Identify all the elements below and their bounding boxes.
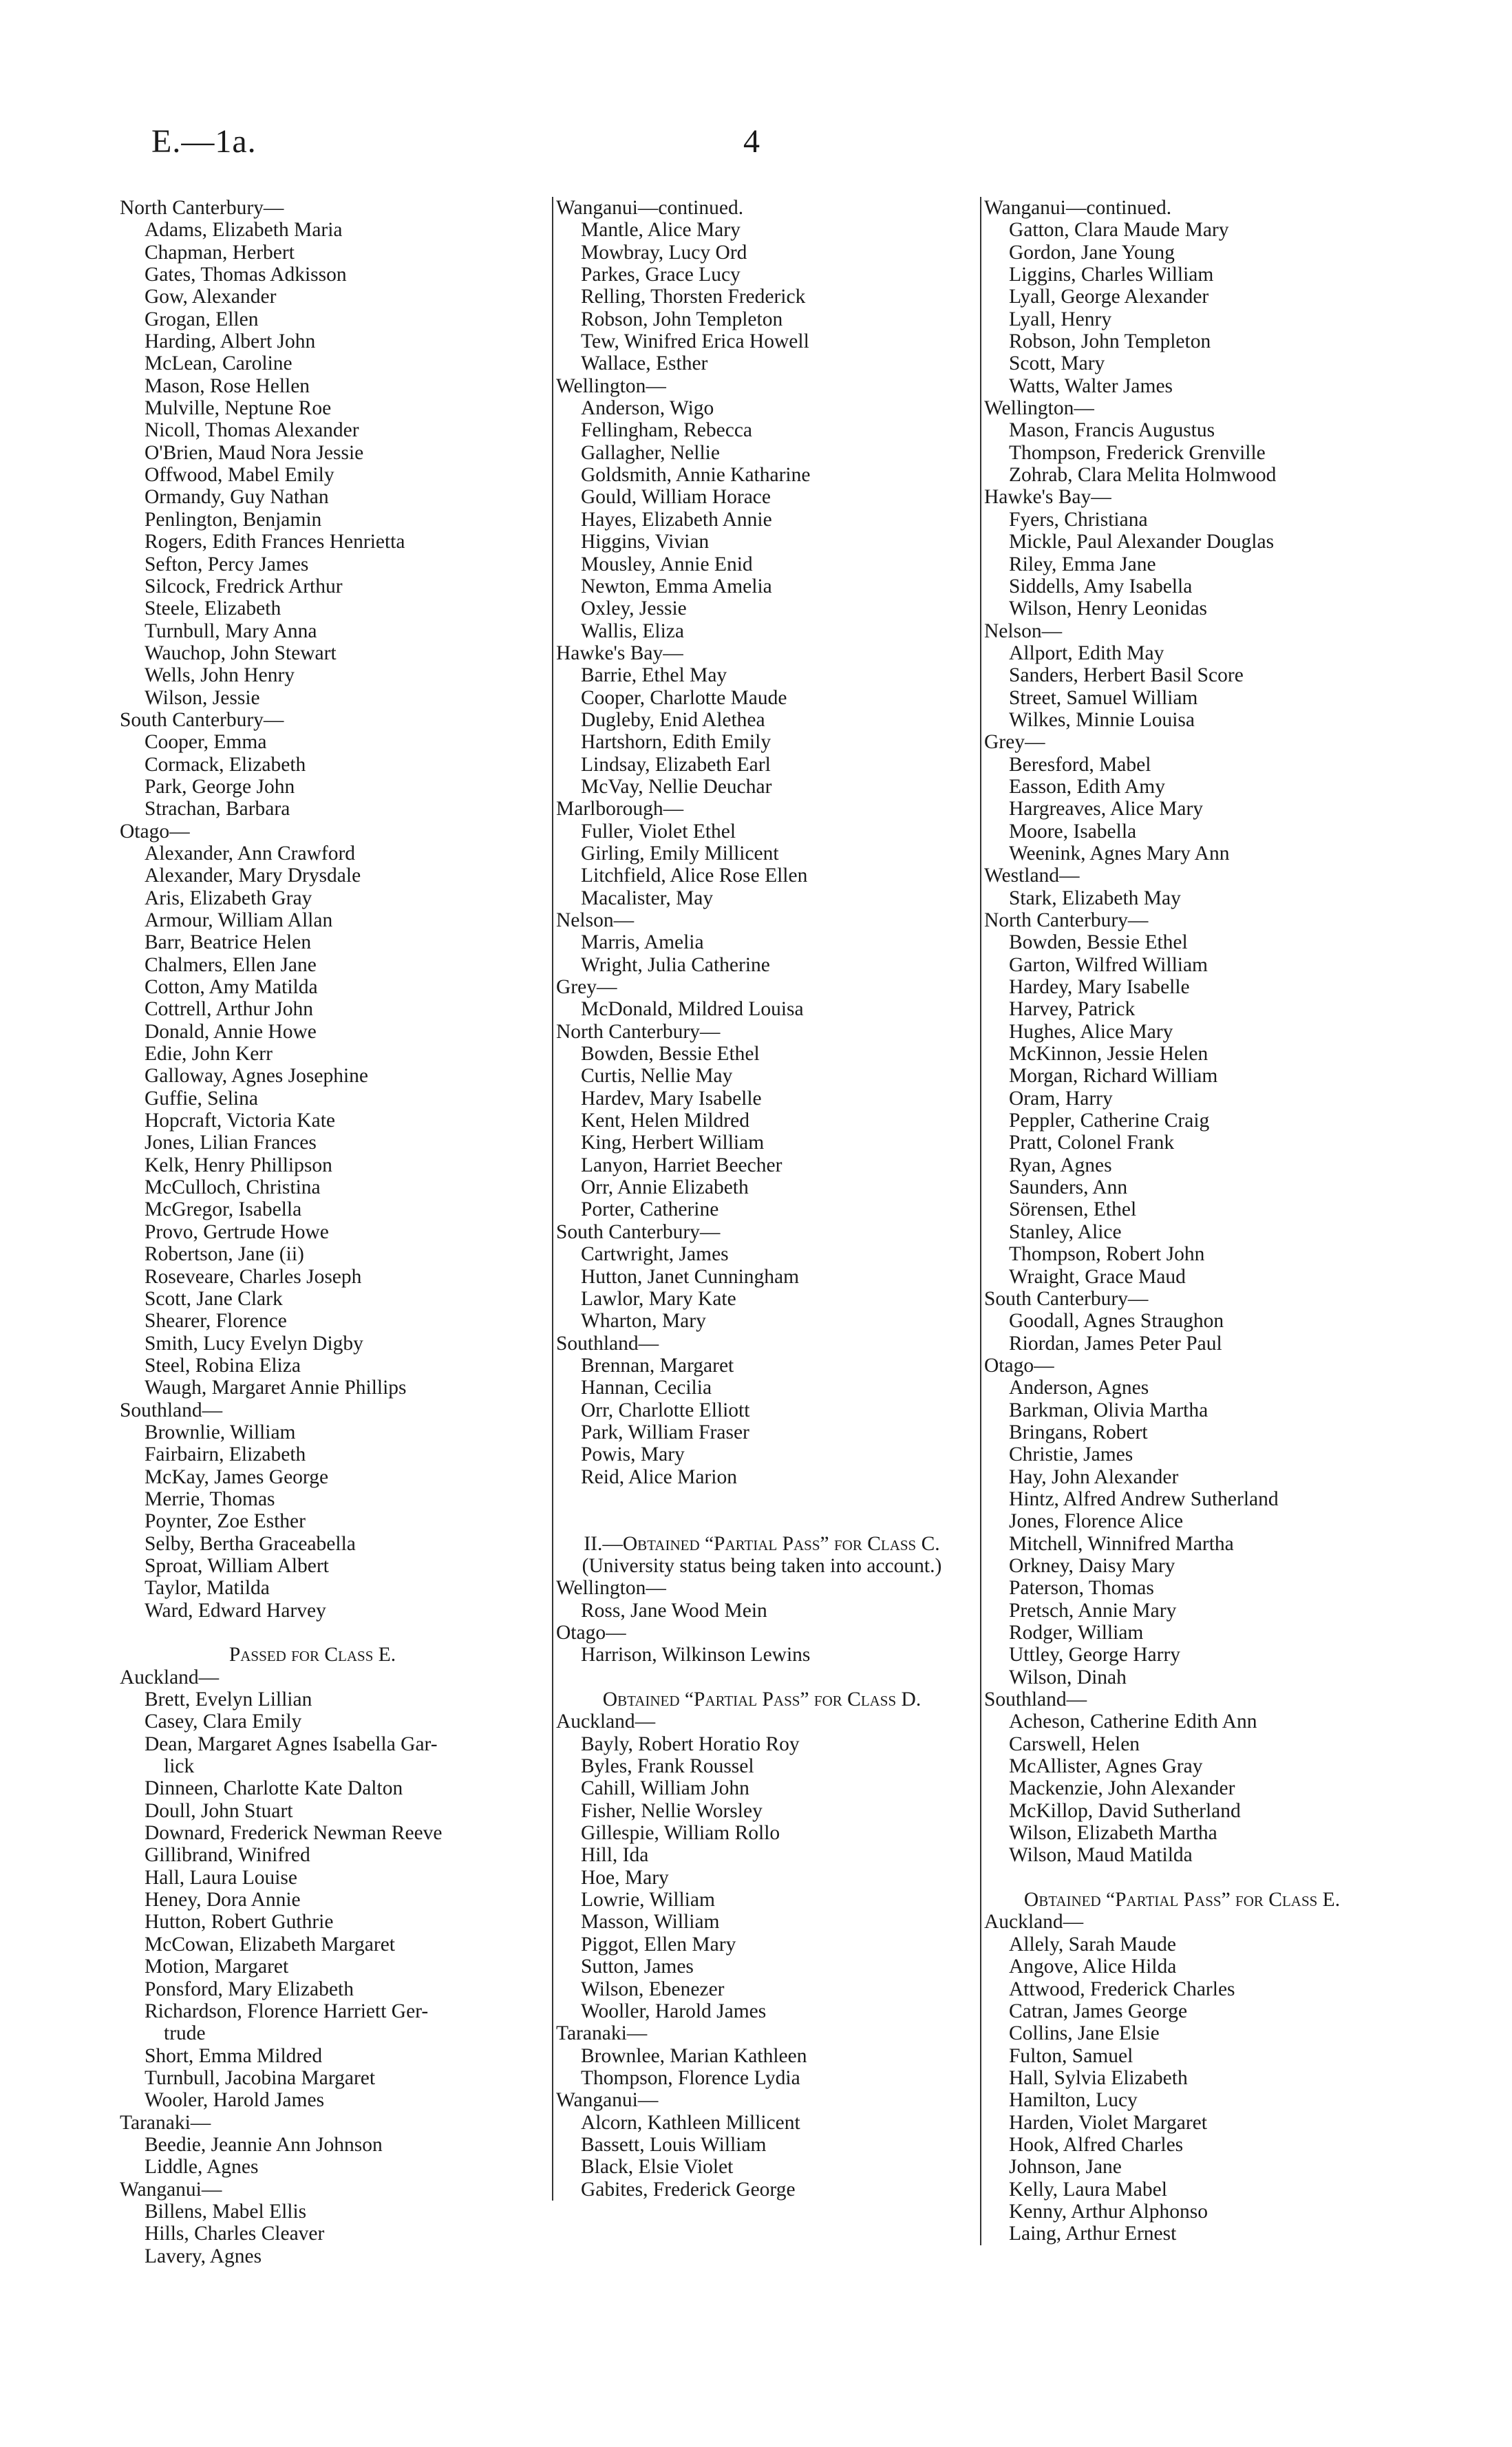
list-item: Wilkes, Minnie Louisa — [1009, 708, 1195, 731]
region-heading: Auckland— — [120, 1666, 220, 1688]
list-item: Mitchell, Winnifred Martha — [1009, 1532, 1234, 1555]
list-item: Wraight, Grace Maud — [1009, 1265, 1186, 1288]
list-item: Grogan, Ellen — [145, 308, 259, 330]
region-heading: Marlborough— — [556, 798, 684, 820]
list-item: Watts, Walter James — [1009, 374, 1173, 397]
list-item: Riley, Emma Jane — [1009, 553, 1156, 575]
list-item: McKinnon, Jessie Helen — [1009, 1043, 1208, 1066]
list-item: Bowden, Bessie Ethel — [581, 1043, 760, 1066]
list-item: Heney, Dora Annie — [145, 1889, 301, 1911]
section-heading: Passed for Class E. — [228, 1644, 396, 1666]
list-item: Sanders, Herbert Basil Score — [1009, 664, 1244, 687]
list-item: Hayes, Elizabeth Annie — [581, 508, 772, 531]
list-item: Gates, Thomas Adkisson — [145, 264, 347, 286]
region-heading: Grey— — [556, 976, 617, 999]
list-item: Carswell, Helen — [1009, 1733, 1140, 1755]
list-item: Lyall, Henry — [1009, 308, 1112, 330]
list-item: Cotton, Amy Matilda — [145, 976, 318, 999]
region-heading: Wellington— — [984, 397, 1094, 420]
list-item: Turnbull, Jacobina Margaret — [145, 2066, 376, 2089]
list-item: Mickle, Paul Alexander Douglas — [1009, 531, 1275, 553]
list-item: McCulloch, Christina — [145, 1176, 321, 1199]
list-item: Selby, Bertha Graceabella — [145, 1532, 356, 1555]
list-item: Barr, Beatrice Helen — [145, 931, 312, 954]
list-item: Cottrell, Arthur John — [145, 998, 314, 1021]
list-item: Hall, Sylvia Elizabeth — [1009, 2066, 1188, 2089]
region-heading: South Canterbury— — [120, 708, 284, 731]
list-item: Fisher, Nellie Worsley — [581, 1799, 763, 1822]
list-item: Laing, Arthur Ernest — [1009, 2223, 1177, 2245]
list-item: Richardson, Florence Harriett Ger- — [145, 2000, 429, 2022]
list-item: Harrison, Wilkinson Lewins — [581, 1644, 811, 1666]
list-item: McCowan, Elizabeth Margaret — [145, 1933, 395, 1956]
list-item: Uttley, George Harry — [1009, 1644, 1181, 1666]
list-item: Gabites, Frederick George — [581, 2178, 796, 2201]
region-heading: Wanganui— — [556, 2089, 659, 2112]
list-item: Johnson, Jane — [1009, 2156, 1122, 2179]
list-item: Fyers, Christiana — [1009, 508, 1148, 531]
page-number: 4 — [743, 123, 760, 160]
list-item: Guffie, Selina — [145, 1087, 258, 1110]
region-heading: Southland— — [984, 1688, 1087, 1711]
list-item: Robson, John Templeton — [581, 308, 783, 330]
list-item: Ryan, Agnes — [1009, 1154, 1112, 1176]
list-item: McGregor, Isabella — [145, 1198, 302, 1221]
list-item: Mulville, Neptune Roe — [145, 397, 332, 420]
list-item: Brennan, Margaret — [581, 1354, 734, 1377]
section-note: (University status being taken into account.) — [582, 1554, 942, 1577]
list-item: Thompson, Robert John — [1009, 1243, 1205, 1266]
list-item: Lavery, Agnes — [145, 2245, 262, 2267]
list-item: Wauchop, John Stewart — [145, 642, 337, 664]
list-item: Pratt, Colonel Frank — [1009, 1132, 1175, 1154]
list-item: Gow, Alexander — [145, 286, 277, 308]
list-item: Paterson, Thomas — [1009, 1577, 1154, 1600]
list-item: Wells, John Henry — [145, 664, 295, 687]
list-item: Christie, James — [1009, 1443, 1133, 1466]
list-item: Robson, John Templeton — [1009, 330, 1211, 353]
spacer — [556, 1488, 968, 1510]
list-item: Stark, Elizabeth May — [1009, 887, 1181, 909]
list-item: Wooler, Harold James — [145, 2089, 325, 2112]
list-item: Alcorn, Kathleen Millicent — [581, 2111, 800, 2134]
list-item: Hughes, Alice Mary — [1009, 1020, 1173, 1043]
list-item: Jones, Florence Alice — [1009, 1510, 1184, 1533]
region-heading: Grey— — [984, 731, 1045, 754]
list-item: McKay, James George — [145, 1465, 329, 1488]
section-heading: Obtained “Partial Pass” for Class E. — [1023, 1889, 1341, 1911]
list-item: Sproat, William Albert — [145, 1554, 329, 1577]
region-heading: North Canterbury— — [984, 909, 1149, 931]
list-item: Porter, Catherine — [581, 1198, 719, 1221]
region-heading: Wanganui— — [120, 2178, 222, 2201]
list-item: Hopcraft, Victoria Kate — [145, 1110, 335, 1132]
region-heading: Southland— — [120, 1399, 223, 1421]
list-item: Tew, Winifred Erica Howell — [581, 330, 809, 353]
list-item: Edie, John Kerr — [145, 1043, 273, 1066]
list-item: Scott, Mary — [1009, 352, 1105, 375]
list-item: Gatton, Clara Maude Mary — [1009, 219, 1229, 242]
list-item: Saunders, Ann — [1009, 1176, 1128, 1199]
list-item: Steele, Elizabeth — [145, 597, 281, 620]
list-item: Liddle, Agnes — [145, 2156, 259, 2179]
list-item: Bringans, Robert — [1009, 1421, 1148, 1443]
list-item: Ponsford, Mary Elizabeth — [145, 1978, 354, 2000]
list-item: Wallace, Esther — [581, 352, 708, 375]
list-item: Roseveare, Charles Joseph — [145, 1265, 362, 1288]
region-heading: Otago— — [984, 1354, 1054, 1377]
list-item: Macalister, May — [581, 887, 714, 909]
list-item: Siddells, Amy Isabella — [1009, 575, 1193, 597]
list-item: Hall, Laura Louise — [145, 1866, 297, 1889]
document-code: E.—1a. — [151, 123, 257, 160]
list-item: Hutton, Robert Guthrie — [145, 1911, 334, 1934]
region-heading: Nelson— — [556, 909, 635, 931]
list-item: Reid, Alice Marion — [581, 1465, 737, 1488]
list-item: Easson, Edith Amy — [1009, 775, 1165, 798]
spacer — [120, 1622, 505, 1644]
list-item: Chapman, Herbert — [145, 241, 295, 264]
list-item: Orkney, Daisy Mary — [1009, 1554, 1175, 1577]
list-item: Aris, Elizabeth Gray — [145, 887, 312, 909]
list-item: Acheson, Catherine Edith Ann — [1009, 1710, 1257, 1733]
section-heading: II.—Obtained “Partial Pass” for Class C. — [584, 1532, 940, 1555]
list-item: Hardev, Mary Isabelle — [581, 1087, 762, 1110]
list-item: Kelly, Laura Mabel — [1009, 2178, 1167, 2201]
list-item: Kent, Helen Mildred — [581, 1110, 749, 1132]
list-item: Barrie, Ethel May — [581, 664, 727, 687]
list-item: Cartwright, James — [581, 1243, 729, 1266]
list-item: Poynter, Zoe Esther — [145, 1510, 306, 1533]
region-heading: Nelson— — [984, 619, 1063, 642]
list-item: Higgins, Vivian — [581, 531, 710, 553]
list-item: Jones, Lilian Frances — [145, 1132, 317, 1154]
list-item: Thompson, Florence Lydia — [581, 2066, 800, 2089]
region-heading: Wanganui—continued. — [556, 197, 744, 219]
list-item: Goodall, Agnes Straughon — [1009, 1310, 1224, 1333]
list-item: Wilson, Elizabeth Martha — [1009, 1822, 1217, 1845]
list-item: Shearer, Florence — [145, 1310, 287, 1333]
list-item: Piggot, Ellen Mary — [581, 1933, 736, 1956]
list-item: Casey, Clara Emily — [145, 1710, 302, 1733]
list-item: Brownlee, Marian Kathleen — [581, 2044, 807, 2067]
list-item: Park, George John — [145, 775, 295, 798]
list-item: Cahill, William John — [581, 1777, 749, 1800]
list-item: Wilson, Henry Leonidas — [1009, 597, 1208, 620]
list-item: Attwood, Frederick Charles — [1009, 1978, 1235, 2000]
list-item: Galloway, Agnes Josephine — [145, 1065, 368, 1088]
list-item: Peppler, Catherine Craig — [1009, 1110, 1210, 1132]
list-item: Allport, Edith May — [1009, 642, 1164, 664]
region-heading: Hawke's Bay— — [984, 486, 1111, 509]
list-item: Hardey, Mary Isabelle — [1009, 976, 1190, 999]
list-item: Moore, Isabella — [1009, 820, 1137, 843]
list-item: McKillop, David Sutherland — [1009, 1799, 1241, 1822]
list-item: Hill, Ida — [581, 1844, 649, 1867]
list-item: Rodger, William — [1009, 1622, 1144, 1644]
list-item: Dugleby, Enid Alethea — [581, 708, 765, 731]
list-item: Gillibrand, Winifred — [145, 1844, 310, 1867]
list-item: Ormandy, Guy Nathan — [145, 486, 329, 509]
list-item: Liggins, Charles William — [1009, 264, 1214, 286]
list-item: Hay, John Alexander — [1009, 1465, 1179, 1488]
list-item: Hartshorn, Edith Emily — [581, 731, 771, 754]
list-item-continuation: trude — [164, 2022, 206, 2045]
list-item: Harden, Violet Margaret — [1009, 2111, 1207, 2134]
list-item: McVay, Nellie Deuchar — [581, 775, 772, 798]
list-item: Zohrab, Clara Melita Holmwood — [1009, 464, 1277, 487]
list-item: Doull, John Stuart — [145, 1799, 293, 1822]
list-item: Wright, Julia Catherine — [581, 953, 770, 976]
list-item: Relling, Thorsten Frederick — [581, 286, 806, 308]
list-item: Beresford, Mabel — [1009, 753, 1151, 776]
column-1 — [120, 197, 505, 2267]
list-item: Wilson, Maud Matilda — [1009, 1844, 1193, 1867]
region-heading: South Canterbury— — [556, 1220, 721, 1243]
region-heading: Taranaki— — [556, 2022, 648, 2045]
list-item: Oram, Harry — [1009, 1087, 1113, 1110]
list-item: King, Herbert William — [581, 1132, 765, 1154]
list-item: Alexander, Ann Crawford — [145, 842, 356, 865]
list-item: McAllister, Agnes Gray — [1009, 1755, 1203, 1778]
list-item: Wilson, Dinah — [1009, 1666, 1127, 1688]
list-item: Curtis, Nellie May — [581, 1065, 733, 1088]
list-item: Wilson, Jessie — [145, 686, 260, 709]
list-item: Hoe, Mary — [581, 1866, 669, 1889]
spacer — [556, 1510, 968, 1532]
list-item: Powis, Mary — [581, 1443, 685, 1466]
list-item: Mackenzie, John Alexander — [1009, 1777, 1235, 1800]
list-item: Mousley, Annie Enid — [581, 553, 753, 575]
list-item: Litchfield, Alice Rose Ellen — [581, 865, 808, 887]
list-item: O'Brien, Maud Nora Jessie — [145, 441, 364, 464]
list-item: Park, William Fraser — [581, 1421, 749, 1443]
list-item: Marris, Amelia — [581, 931, 704, 954]
list-item: Wilson, Ebenezer — [581, 1978, 725, 2000]
list-item: Cooper, Emma — [145, 731, 267, 754]
list-item: Hook, Alfred Charles — [1009, 2133, 1184, 2156]
region-heading: Auckland— — [984, 1911, 1084, 1934]
region-heading: Westland— — [984, 865, 1080, 887]
spacer — [556, 1666, 968, 1688]
list-item: Offwood, Mabel Emily — [145, 464, 334, 487]
list-item: Penlington, Benjamin — [145, 508, 322, 531]
list-item: Wharton, Mary — [581, 1310, 706, 1333]
list-item: Mason, Rose Hellen — [145, 374, 310, 397]
list-item: Anderson, Wigo — [581, 397, 714, 420]
list-item-continuation: lick — [164, 1755, 195, 1778]
list-item: Parkes, Grace Lucy — [581, 264, 741, 286]
list-item: Lowrie, William — [581, 1889, 715, 1911]
list-item: Cormack, Elizabeth — [145, 753, 306, 776]
list-item: Fellingham, Rebecca — [581, 419, 753, 442]
list-item: Gillespie, William Rollo — [581, 1822, 780, 1845]
list-item: Strachan, Barbara — [145, 798, 290, 820]
list-item: Harvey, Patrick — [1009, 998, 1136, 1021]
list-item: Masson, William — [581, 1911, 720, 1934]
list-item: Orr, Annie Elizabeth — [581, 1176, 749, 1199]
list-item: Fulton, Samuel — [1009, 2044, 1133, 2067]
list-item: Wallis, Eliza — [581, 619, 684, 642]
list-item: Billens, Mabel Ellis — [145, 2200, 307, 2223]
list-item: Downard, Frederick Newman Reeve — [145, 1822, 443, 1845]
list-item: Ward, Edward Harvey — [145, 1599, 326, 1622]
region-heading: Otago— — [556, 1622, 626, 1644]
list-item: Gallagher, Nellie — [581, 441, 720, 464]
column-3 — [980, 197, 1380, 2245]
spacer — [984, 1867, 1380, 1889]
list-item: Beedie, Jeannie Ann Johnson — [145, 2133, 383, 2156]
list-item: Hintz, Alfred Andrew Sutherland — [1009, 1487, 1279, 1510]
list-item: Weenink, Agnes Mary Ann — [1009, 842, 1230, 865]
list-item: Dean, Margaret Agnes Isabella Gar- — [145, 1733, 438, 1755]
list-item: Oxley, Jessie — [581, 597, 687, 620]
list-item: Nicoll, Thomas Alexander — [145, 419, 359, 442]
list-item: McDonald, Mildred Louisa — [581, 998, 804, 1021]
list-item: Gould, William Horace — [581, 486, 771, 509]
list-item: Cooper, Charlotte Maude — [581, 686, 787, 709]
list-item: Donald, Annie Howe — [145, 1020, 317, 1043]
list-item: Dinneen, Charlotte Kate Dalton — [145, 1777, 403, 1800]
list-item: Waugh, Margaret Annie Phillips — [145, 1377, 407, 1399]
region-heading: Wellington— — [556, 374, 666, 397]
region-heading: Hawke's Bay— — [556, 642, 683, 664]
column-2 — [552, 197, 968, 2201]
list-item: Garton, Wilfred William — [1009, 953, 1208, 976]
list-item: Short, Emma Mildred — [145, 2044, 323, 2067]
list-item: Catran, James George — [1009, 2000, 1188, 2022]
list-item: Lanyon, Harriet Beecher — [581, 1154, 782, 1176]
list-item: Orr, Charlotte Elliott — [581, 1399, 750, 1421]
list-item: Mantle, Alice Mary — [581, 219, 741, 242]
list-item: Morgan, Richard William — [1009, 1065, 1218, 1088]
region-heading: North Canterbury— — [120, 197, 284, 219]
list-item: Alexander, Mary Drysdale — [145, 865, 361, 887]
list-item: Kenny, Arthur Alphonso — [1009, 2200, 1208, 2223]
list-item: Steel, Robina Eliza — [145, 1354, 301, 1377]
list-item: McLean, Caroline — [145, 352, 292, 375]
list-item: Silcock, Fredrick Arthur — [145, 575, 343, 597]
list-item: Ross, Jane Wood Mein — [581, 1599, 767, 1622]
list-item: Adams, Elizabeth Maria — [145, 219, 343, 242]
list-item: Robertson, Jane (ii) — [145, 1243, 304, 1266]
list-item: Smith, Lucy Evelyn Digby — [145, 1332, 363, 1355]
region-heading: South Canterbury— — [984, 1287, 1149, 1310]
list-item: Kelk, Henry Phillipson — [145, 1154, 332, 1176]
list-item: Provo, Gertrude Howe — [145, 1220, 329, 1243]
list-item: Fuller, Violet Ethel — [581, 820, 736, 843]
list-item: Motion, Margaret — [145, 1956, 289, 1978]
list-item: Goldsmith, Annie Katharine — [581, 464, 811, 487]
region-heading: Auckland— — [556, 1710, 656, 1733]
section-heading: Obtained “Partial Pass” for Class D. — [602, 1688, 922, 1711]
list-item: Gordon, Jane Young — [1009, 241, 1175, 264]
list-item: Hamilton, Lucy — [1009, 2089, 1138, 2112]
list-item: Byles, Frank Roussel — [581, 1755, 754, 1778]
list-item: Allely, Sarah Maude — [1009, 1933, 1177, 1956]
list-item: Street, Samuel William — [1009, 686, 1198, 709]
list-item: Chalmers, Ellen Jane — [145, 953, 317, 976]
list-item: Brett, Evelyn Lillian — [145, 1688, 312, 1711]
list-item: Pretsch, Annie Mary — [1009, 1599, 1177, 1622]
list-item: Anderson, Agnes — [1009, 1377, 1149, 1399]
list-item: Stanley, Alice — [1009, 1220, 1122, 1243]
list-item: Girling, Emily Millicent — [581, 842, 779, 865]
list-item: Riordan, James Peter Paul — [1009, 1332, 1222, 1355]
list-item: Hargreaves, Alice Mary — [1009, 798, 1204, 820]
list-item: Rogers, Edith Frances Henrietta — [145, 531, 405, 553]
list-item: Thompson, Frederick Grenville — [1009, 441, 1266, 464]
list-item: Merrie, Thomas — [145, 1487, 275, 1510]
list-item: Newton, Emma Amelia — [581, 575, 772, 597]
list-item: Bayly, Robert Horatio Roy — [581, 1733, 800, 1755]
region-heading: North Canterbury— — [556, 1020, 721, 1043]
list-item: Lindsay, Elizabeth Earl — [581, 753, 771, 776]
list-item: Sörensen, Ethel — [1009, 1198, 1137, 1221]
region-heading: Otago— — [120, 820, 190, 843]
region-heading: Southland— — [556, 1332, 659, 1355]
list-item: Scott, Jane Clark — [145, 1287, 283, 1310]
list-item: Angove, Alice Hilda — [1009, 1956, 1177, 1978]
list-item: Mason, Francis Augustus — [1009, 419, 1215, 442]
list-item: Fairbairn, Elizabeth — [145, 1443, 306, 1466]
list-item: Taylor, Matilda — [145, 1577, 270, 1600]
list-item: Brownlie, William — [145, 1421, 296, 1443]
list-item: Wooller, Harold James — [581, 2000, 767, 2022]
list-item: Bassett, Louis William — [581, 2133, 767, 2156]
list-item: Hills, Charles Cleaver — [145, 2223, 325, 2245]
list-item: Sutton, James — [581, 1956, 694, 1978]
list-item: Hutton, Janet Cunningham — [581, 1265, 800, 1288]
list-item: Turnbull, Mary Anna — [145, 619, 317, 642]
region-heading: Wanganui—continued. — [984, 197, 1172, 219]
list-item: Lyall, George Alexander — [1009, 286, 1209, 308]
list-item: Lawlor, Mary Kate — [581, 1287, 736, 1310]
region-heading: Taranaki— — [120, 2111, 211, 2134]
list-item: Hannan, Cecilia — [581, 1377, 712, 1399]
list-item: Barkman, Olivia Martha — [1009, 1399, 1208, 1421]
region-heading: Wellington— — [556, 1577, 666, 1600]
list-item: Armour, William Allan — [145, 909, 333, 931]
list-item: Harding, Albert John — [145, 330, 316, 353]
list-item: Bowden, Bessie Ethel — [1009, 931, 1188, 954]
list-item: Collins, Jane Elsie — [1009, 2022, 1160, 2045]
list-item: Mowbray, Lucy Ord — [581, 241, 747, 264]
list-item: Black, Elsie Violet — [581, 2156, 734, 2179]
list-item: Sefton, Percy James — [145, 553, 309, 575]
